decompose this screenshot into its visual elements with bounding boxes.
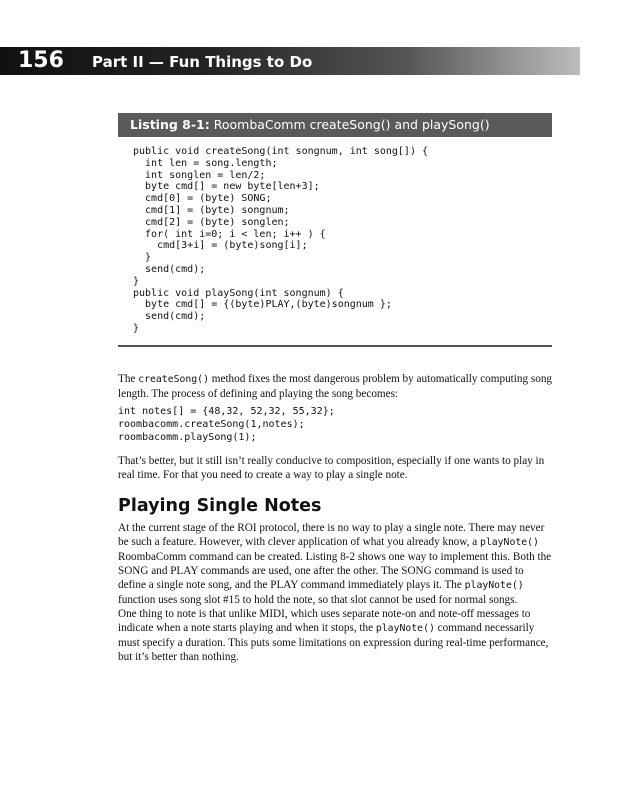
inline-code: createSong() — [138, 374, 209, 385]
listing-label: Listing 8-1: — [130, 117, 210, 132]
paragraph-midi: One thing to note is that unlike MIDI, which uses separate note-on and note-off messages to indicate when a note starts playing and when it stops, the playNote() command necessarily must specify a duration. This puts some limitations on expression during real-time performance, but it’s better than nothing. — [118, 608, 549, 663]
inline-code: playNote() — [464, 580, 524, 591]
running-header — [0, 47, 580, 75]
listing-caption: RoombaComm createSong() and playSong() — [213, 117, 490, 132]
paragraph-composition: That’s better, but it still isn’t really conducive to composition, especially if one wants to play in real time. For that you need to create a way to play a single note. — [118, 455, 545, 481]
inline-code: playNote() — [479, 537, 539, 548]
listing-bottom-rule — [118, 345, 552, 347]
running-header-title: Part II — Fun Things to Do — [92, 53, 313, 71]
code-listing: public void createSong(int songnum, int song[]) { int len = song.length; int songlen = len/2; byte cmd[] = new byte[len+3]; cmd[0] = (byte) SONG; cmd[1] = (byte) songnum; cmd[2] = (byte) songlen; for( int i=0; i < len; i++ ) { cmd[3+i] = (byte)song[i]; } send(cmd); } public void playSong(int songnum) { byte cmd[] = {(byte)PLAY,(byte)songnum }; send(cmd); } — [133, 146, 429, 334]
code-example: int notes[] = {48,32, 52,32, 55,32}; roombacomm.createSong(1,notes); roombacomm.playSong(1); — [118, 406, 335, 443]
paragraph-intro: The createSong() method fixes the most dangerous problem by automatically computing song length. The process of defining and playing the song becomes: — [118, 373, 553, 400]
listing-title-bar — [118, 113, 552, 137]
paragraph-single-notes: At the current stage of the ROI protocol, there is no way to play a single note. There may never be such a feature. However, with clever application of what you already know, a playNote() RoombaComm command can be created. Listing 8-2 shows one way to implement this. Both the SONG and PLAY commands are used, one after the other. The SONG command is used to define a single note song, and the PLAY command immediately plays it. The playNote() function uses song slot #15 to hold the note, so that slot cannot be used for normal songs. — [118, 522, 552, 606]
listing-title — [130, 117, 490, 132]
inline-code: playNote() — [375, 623, 435, 634]
page-number: 156 — [18, 48, 64, 73]
section-heading: Playing Single Notes — [118, 496, 322, 516]
